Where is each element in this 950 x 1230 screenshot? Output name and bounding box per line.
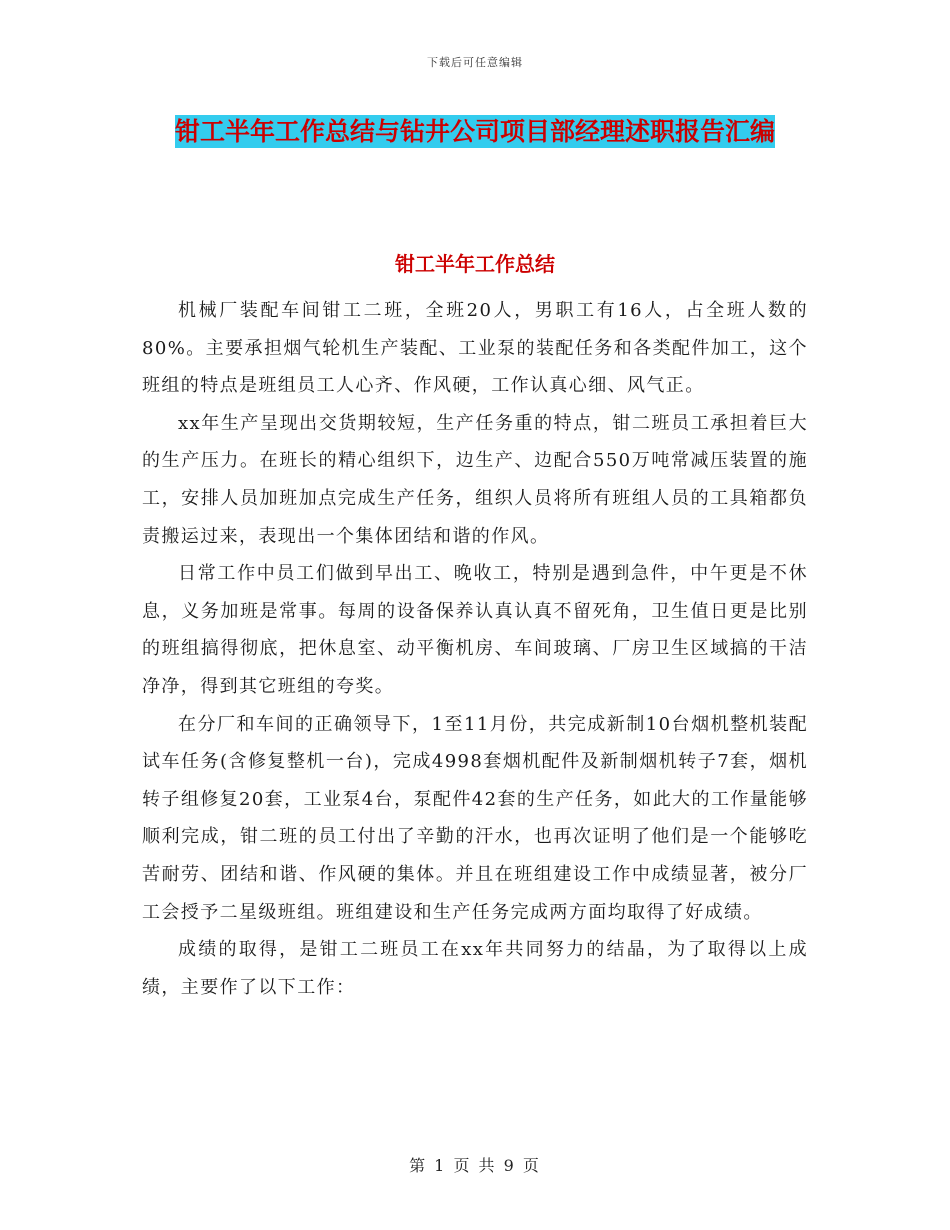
document-title-text: 钳工半年工作总结与钻井公司项目部经理述职报告汇编	[174, 117, 775, 146]
document-title	[140, 108, 810, 156]
page-footer: 第 1 页 共 9 页	[409, 1156, 541, 1175]
body-text	[142, 292, 808, 1006]
paragraph: 机械厂装配车间钳工二班，全班20人，男职工有16人，占全班人数的80%。主要承担烟气轮机生产装配、工业泵的装配任务和各类配件加工，这个班组的特点是班组员工人心齐、作风硬，工作认真心细、风气正。	[142, 300, 808, 397]
paragraph: 成绩的取得，是钳工二班员工在xx年共同努力的结晶，为了取得以上成绩，主要作了以下工作：	[142, 939, 808, 998]
paragraph: 在分厂和车间的正确领导下，1至11月份，共完成新制10台烟机整机装配试车任务(含修复整机一台)，完成4998套烟机配件及新制烟机转子7套，烟机转子组修复20套，工业泵4台，泵配件42套的生产任务，如此大的工作量能够顺利完成，钳二班的员工付出了辛勤的汗水，也再次证明了他们是一个能够吃苦耐劳、团结和谐、作风硬的集体。并且在班组建设工作中成绩显著，被分厂工会授予二星级班组。班组建设和生产任务完成两方面均取得了好成绩。	[142, 713, 808, 923]
paragraph: xx年生产呈现出交货期较短，生产任务重的特点，钳二班员工承担着巨大的生产压力。在班长的精心组织下，边生产、边配合550万吨常减压装置的施工，安排人员加班加点完成生产任务，组织人员将所有班组人员的工具箱都负责搬运过来，表现出一个集体团结和谐的作风。	[142, 412, 808, 547]
paragraph: 日常工作中员工们做到早出工、晚收工，特别是遇到急件，中午更是不休息，义务加班是常事。每周的设备保养认真认真不留死角，卫生值日更是比别的班组搞得彻底，把休息室、动平衡机房、车间玻璃、厂房卫生区域搞的干洁净净，得到其它班组的夸奖。	[142, 563, 808, 697]
section-title: 钳工半年工作总结	[395, 252, 555, 276]
header-note: 下载后可任意编辑	[427, 56, 523, 69]
